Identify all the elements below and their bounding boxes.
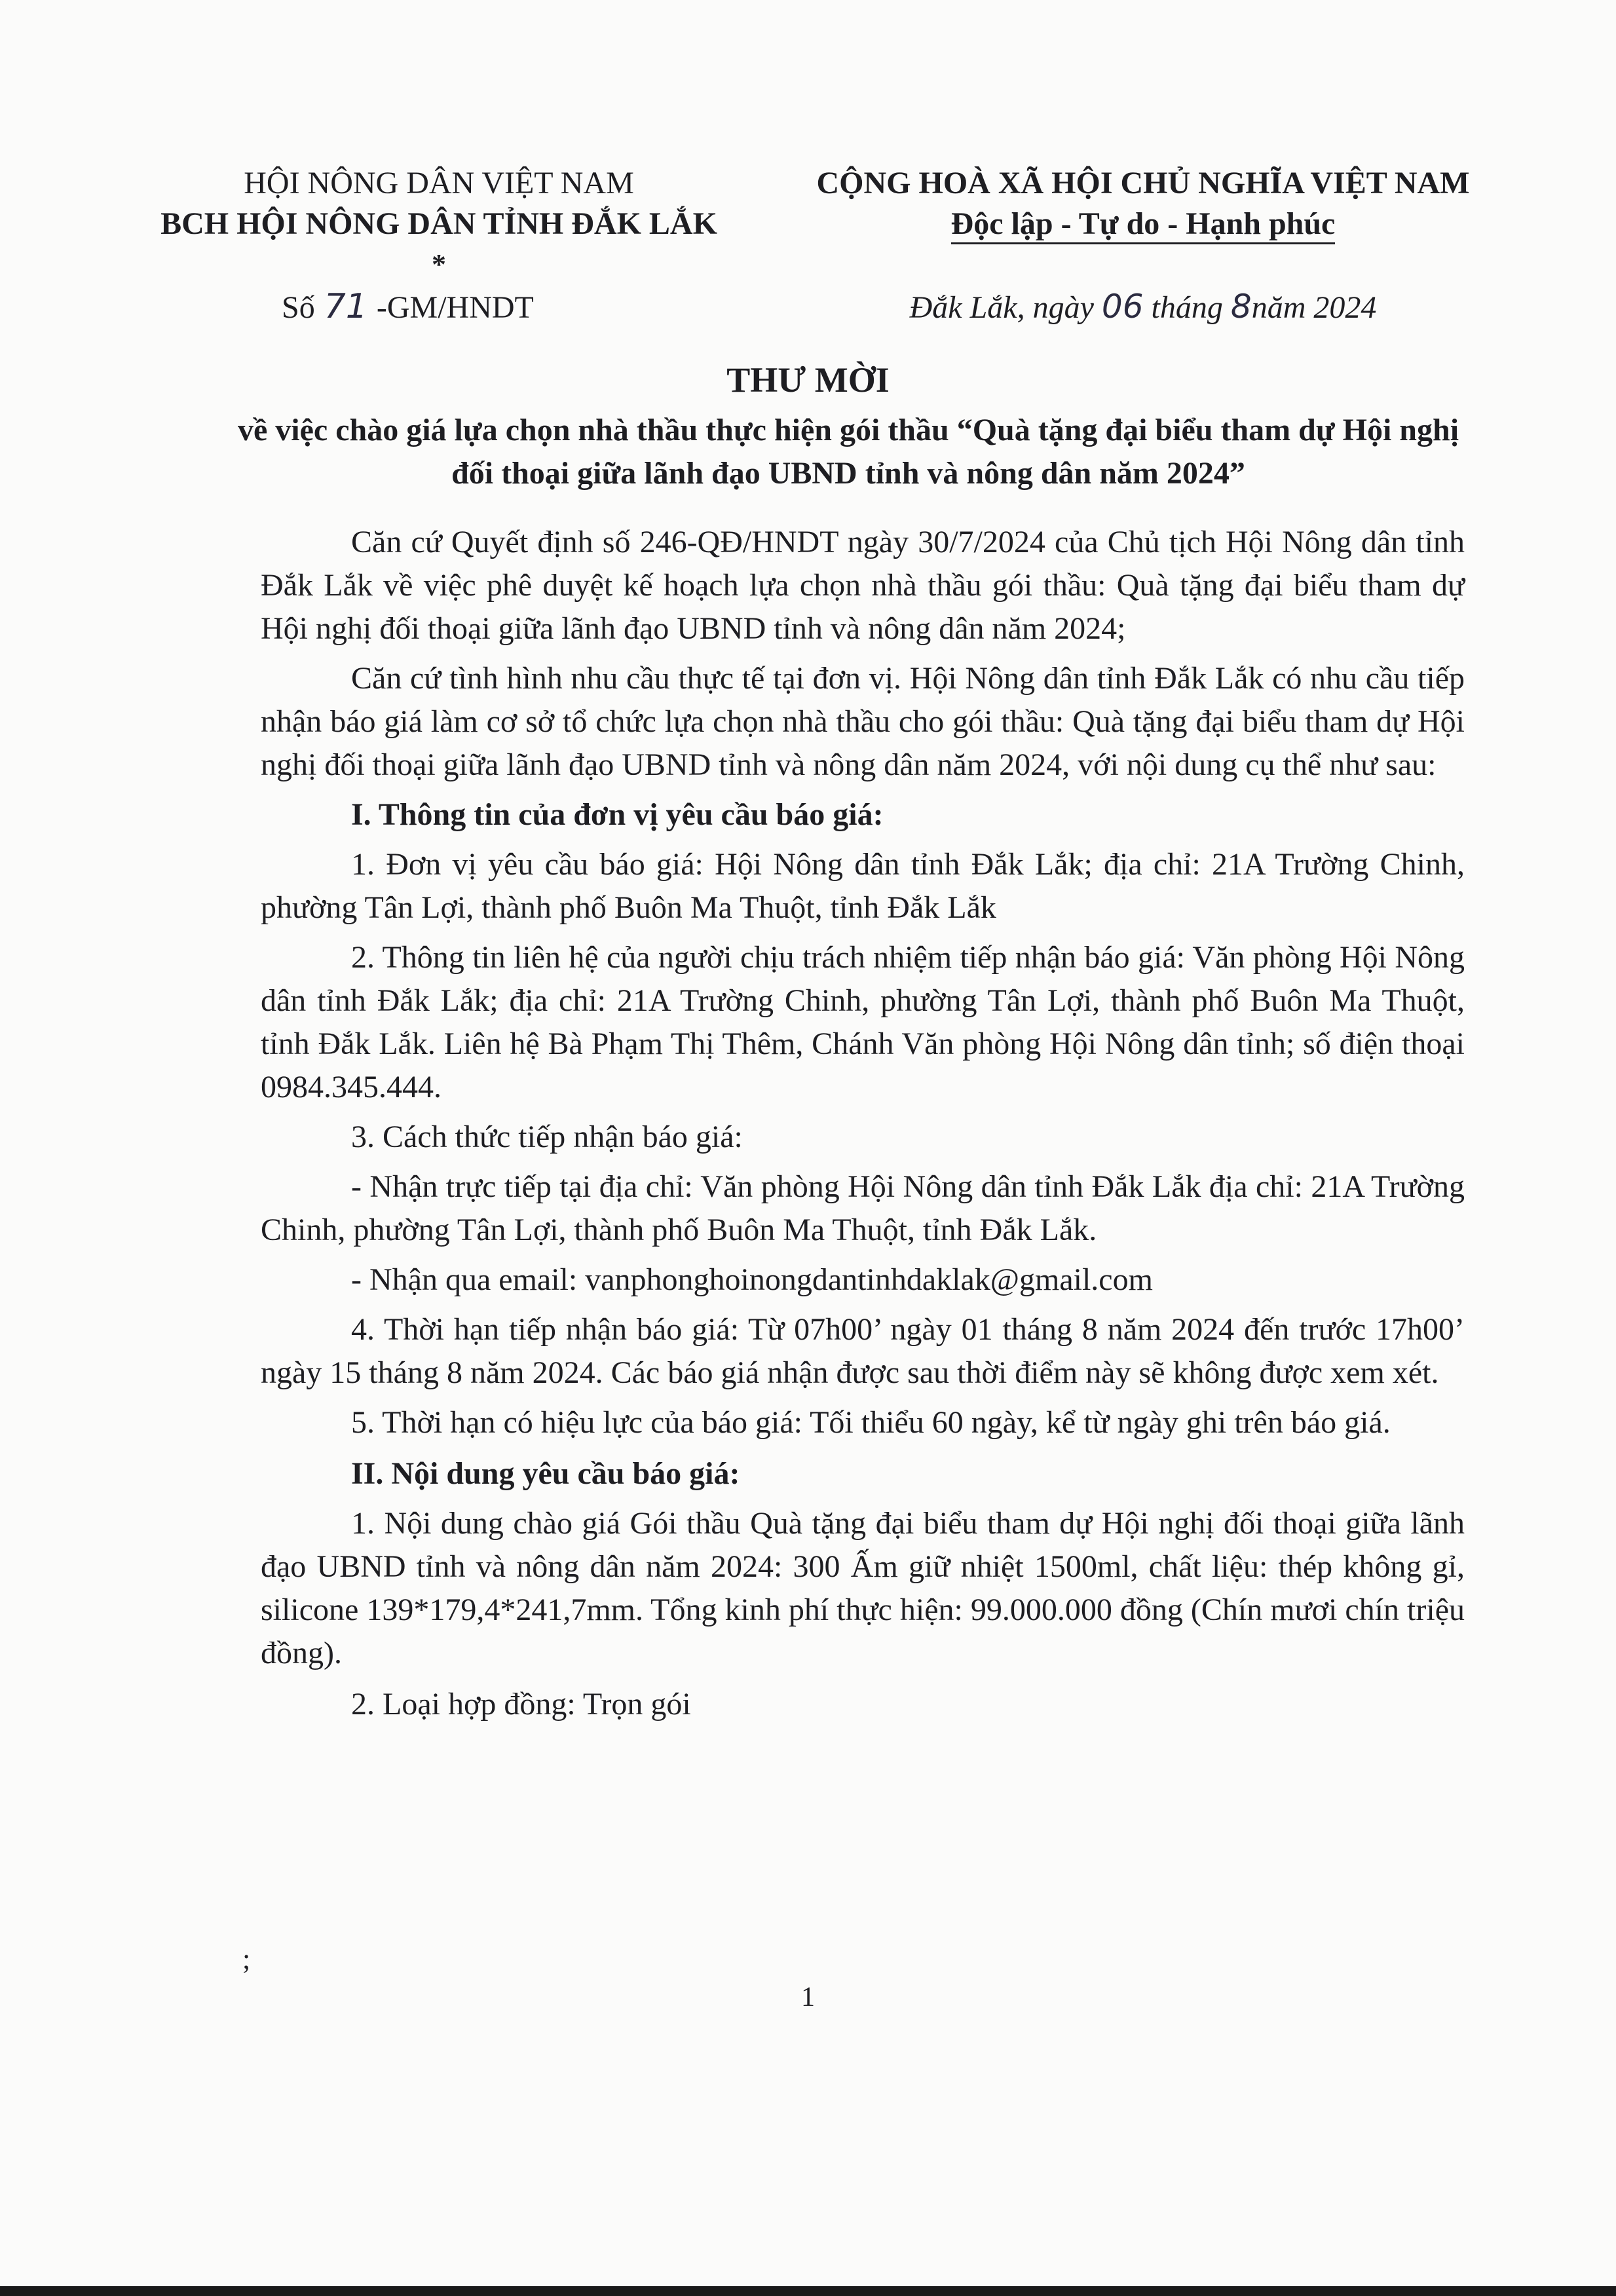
paragraph-item-3b: - Nhận qua email: vanphonghoinongdantinhdaklak@gmail.com xyxy=(351,1262,1153,1297)
section-heading-2: II. Nội dung yêu cầu báo giá: xyxy=(351,1456,740,1491)
document-number-suffix: -GM/HNDT xyxy=(376,290,534,325)
page-number: 1 xyxy=(801,1982,815,2012)
document-number xyxy=(282,287,534,328)
paragraph-item-3: 3. Cách thức tiếp nhận báo giá: xyxy=(351,1120,743,1154)
nation-motto xyxy=(780,204,1507,244)
stray-mark: ; xyxy=(242,1943,251,1975)
date-part3: năm 2024 xyxy=(1251,290,1377,325)
date-part1: Đắk Lắk, ngày xyxy=(909,290,1094,325)
section-heading-1: I. Thông tin của đơn vị yêu cầu báo giá: xyxy=(351,797,884,832)
paragraph-item-4: 4. Thời hạn tiếp nhận báo giá: Từ 07h00’ ngày 01 tháng 8 năm 2024 đến trước 17h00’ ngày 15 tháng 8 năm 2024. Các báo giá nhận được sau thời điểm này sẽ không được xem xét. xyxy=(261,1312,1465,1390)
paragraph-item-5: 5. Thời hạn có hiệu lực của báo giá: Tối thiểu 60 ngày, kể từ ngày ghi trên báo giá. xyxy=(351,1405,1391,1440)
date-part2: tháng xyxy=(1151,290,1223,325)
organization-name: HỘI NÔNG DÂN VIỆT NAM xyxy=(244,166,634,200)
paragraph-item-ii-2: 2. Loại hợp đồng: Trọn gói xyxy=(351,1687,691,1722)
paragraph-context: Căn cứ tình hình nhu cầu thực tế tại đơn vị. Hội Nông dân tỉnh Đắk Lắk có nhu cầu tiếp nhận báo giá làm cơ sở tổ chức lựa chọn nhà thầu cho gói thầu: Quà tặng đại biểu tham dự Hội nghị đối thoại giữa lãnh đạo UBND tỉnh và nông dân năm 2024, với nội dung cụ thể như sau: xyxy=(261,661,1465,782)
paragraph-legal-basis: Căn cứ Quyết định số 246-QĐ/HNDT ngày 30/7/2024 của Chủ tịch Hội Nông dân tỉnh Đắk Lắk về việc phê duyệt kế hoạch lựa chọn nhà thầu gói thầu: Quà tặng đại biểu tham dự Hội nghị đối thoại giữa lãnh đạo UBND tỉnh và nông dân năm 2024; xyxy=(261,525,1465,646)
scan-border xyxy=(0,2286,1616,2296)
nation-title: CỘNG HOÀ XÃ HỘI CHỦ NGHĨA VIỆT NAM xyxy=(816,166,1470,200)
document-number-handwritten: 71 xyxy=(324,287,367,326)
document-subject: về việc chào giá lựa chọn nhà thầu thực hiện gói thầu “Quà tặng đại biểu tham dự Hội nghị đối thoại giữa lãnh đạo UBND tỉnh và nông dân năm 2024” xyxy=(237,413,1459,491)
date-day-handwritten: 06 xyxy=(1101,288,1144,326)
header-star: * xyxy=(432,248,446,280)
document-title: THƯ MỜI xyxy=(726,360,890,400)
document-date xyxy=(780,287,1507,328)
date-month-handwritten: 8 xyxy=(1230,288,1252,326)
paragraph-item-ii-1: 1. Nội dung chào giá Gói thầu Quà tặng đại biểu tham dự Hội nghị đối thoại giữa lãnh đạo UBND tỉnh và nông dân năm 2024: 300 Ấm giữ nhiệt 1500ml, chất liệu: thép không gỉ, silicone 139*179,4*241,7mm. Tổng kinh phí thực hiện: 99.000.000 đồng (Chín mươi chín triệu đồng). xyxy=(261,1506,1465,1670)
paragraph-item-3a: - Nhận trực tiếp tại địa chỉ: Văn phòng Hội Nông dân tỉnh Đắk Lắk địa chỉ: 21A Trường Chinh, phường Tân Lợi, thành phố Buôn Ma Thuột, tỉnh Đắk Lắk. xyxy=(261,1169,1465,1247)
paragraph-item-2: 2. Thông tin liên hệ của người chịu trách nhiệm tiếp nhận báo giá: Văn phòng Hội Nông dân tỉnh Đắk Lắk; địa chỉ: 21A Trường Chinh, phường Tân Lợi, thành phố Buôn Ma Thuột, tỉnh Đắk Lắk. Liên hệ Bà Phạm Thị Thêm, Chánh Văn phòng Hội Nông dân tỉnh; số điện thoại 0984.345.444. xyxy=(261,940,1465,1104)
document-number-prefix: Số xyxy=(282,290,315,325)
organization-branch: BCH HỘI NÔNG DÂN TỈNH ĐẮK LẮK xyxy=(160,206,717,241)
paragraph-item-1: 1. Đơn vị yêu cầu báo giá: Hội Nông dân tỉnh Đắk Lắk; địa chỉ: 21A Trường Chinh, phường Tân Lợi, thành phố Buôn Ma Thuột, tỉnh Đắk Lắk xyxy=(261,847,1465,925)
document-body xyxy=(261,521,1465,1726)
nation-motto-text: Độc lập - Tự do - Hạnh phúc xyxy=(951,206,1336,244)
